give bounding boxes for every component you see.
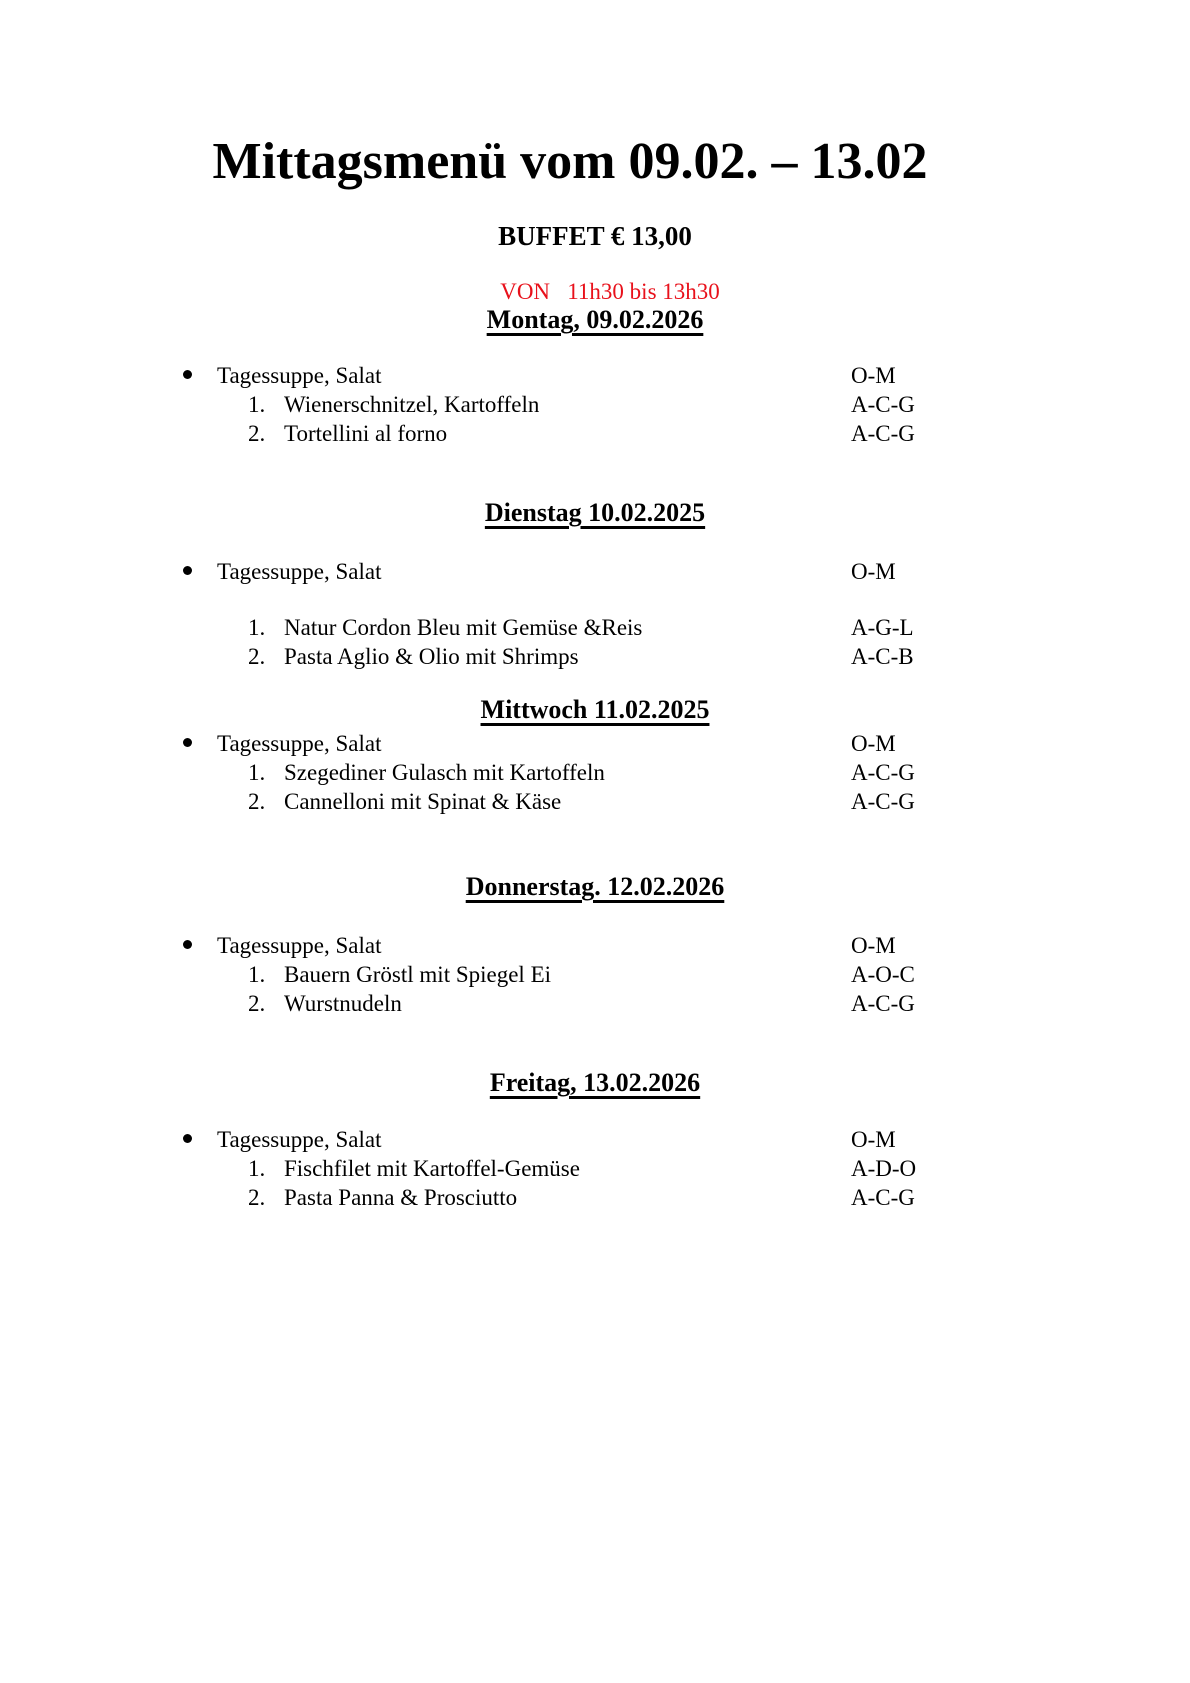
item-marker: 2. (248, 789, 266, 814)
item-marker: 2. (248, 991, 266, 1016)
allergen-code: A-C-G (851, 392, 915, 417)
item-marker (183, 933, 217, 958)
item-marker: 1. (248, 962, 266, 987)
menu-item-label: Tagessuppe, Salat (217, 363, 382, 388)
bullet-icon (183, 566, 192, 575)
allergen-code: O-M (851, 363, 896, 388)
allergen-code: A-C-B (851, 644, 914, 669)
allergen-code: A-C-G (851, 789, 915, 814)
allergen-code: O-M (851, 731, 896, 756)
allergen-code: A-O-C (851, 962, 915, 987)
menu-item-label: Tagessuppe, Salat (217, 1127, 382, 1152)
allergen-code: O-M (851, 559, 896, 584)
item-marker: 1. (248, 392, 266, 417)
menu-item-label: Natur Cordon Bleu mit Gemüse &Reis (284, 615, 643, 640)
menu-item-label: Tagessuppe, Salat (217, 933, 382, 958)
allergen-code: A-C-G (851, 1185, 915, 1210)
menu-item-row (0, 642, 1190, 671)
menu-item-label: Pasta Aglio & Olio mit Shrimps (284, 644, 579, 669)
item-marker (183, 1127, 217, 1152)
day-heading: Dienstag 10.02.2025 (484, 498, 706, 527)
menu-item-label: Szegediner Gulasch mit Kartoffeln (284, 760, 605, 785)
day-items (0, 931, 1190, 1018)
menu-item-row (0, 1154, 1190, 1183)
menu-item-label: Cannelloni mit Spinat & Käse (284, 789, 562, 814)
day-items (0, 361, 1190, 448)
day-heading: Freitag, 13.02.2026 (489, 1068, 701, 1097)
menu-item-row (0, 361, 1190, 390)
allergen-code: A-G-L (851, 615, 914, 640)
day-heading: Mittwoch 11.02.2025 (480, 695, 710, 724)
menu-item-row (0, 989, 1190, 1018)
item-marker (183, 559, 217, 584)
menu-item-label: Tagessuppe, Salat (217, 731, 382, 756)
menu-item-row (0, 390, 1190, 419)
day-items (0, 729, 1190, 816)
menu-item-row (0, 960, 1190, 989)
buffet-price: BUFFET € 13,00 (498, 221, 692, 251)
menu-item-row (0, 1125, 1190, 1154)
item-marker: 1. (248, 1156, 266, 1181)
document-title: Mittagsmenü vom 09.02. – 13.02 (212, 133, 928, 190)
menu-item-row (0, 419, 1190, 448)
day-items (0, 557, 1190, 671)
menu-item-row (0, 729, 1190, 758)
menu-item-label: Tagessuppe, Salat (217, 559, 382, 584)
menu-item-row (0, 613, 1190, 642)
menu-item-label: Bauern Gröstl mit Spiegel Ei (284, 962, 552, 987)
bullet-icon (183, 940, 192, 949)
menu-item-row (0, 931, 1190, 960)
item-marker: 2. (248, 421, 266, 446)
item-marker (183, 731, 217, 756)
item-marker: 2. (248, 1185, 266, 1210)
day-section (0, 305, 1190, 448)
allergen-code: A-C-G (851, 760, 915, 785)
allergen-code: A-C-G (851, 421, 915, 446)
day-heading: Montag, 09.02.2026 (486, 305, 704, 334)
item-marker: 2. (248, 644, 266, 669)
day-items (0, 1125, 1190, 1212)
item-marker: 1. (248, 760, 266, 785)
bullet-icon (183, 738, 192, 747)
menu-item-row (0, 787, 1190, 816)
bullet-icon (183, 370, 192, 379)
allergen-code: O-M (851, 1127, 896, 1152)
item-marker: 1. (248, 615, 266, 640)
menu-item-label: Wienerschnitzel, Kartoffeln (284, 392, 540, 417)
allergen-code: A-D-O (851, 1156, 917, 1181)
item-marker (183, 363, 217, 388)
menu-item-label: Pasta Panna & Prosciutto (284, 1185, 518, 1210)
allergen-code: A-C-G (851, 991, 915, 1016)
menu-item-label: Tortellini al forno (284, 421, 448, 446)
day-heading: Donnerstag. 12.02.2026 (465, 872, 725, 901)
menu-days (0, 305, 1190, 1212)
menu-item-row (0, 758, 1190, 787)
menu-item-row (0, 1183, 1190, 1212)
day-section (0, 498, 1190, 671)
day-section (0, 872, 1190, 1018)
menu-item-label: Fischfilet mit Kartoffel-Gemüse (284, 1156, 580, 1181)
bullet-icon (183, 1134, 192, 1143)
service-hours: VON 11h30 bis 13h30 (500, 279, 720, 304)
day-section (0, 1068, 1190, 1212)
allergen-code: O-M (851, 933, 896, 958)
menu-item-row (0, 557, 1190, 586)
menu-item-label: Wurstnudeln (284, 991, 402, 1016)
day-section (0, 695, 1190, 816)
